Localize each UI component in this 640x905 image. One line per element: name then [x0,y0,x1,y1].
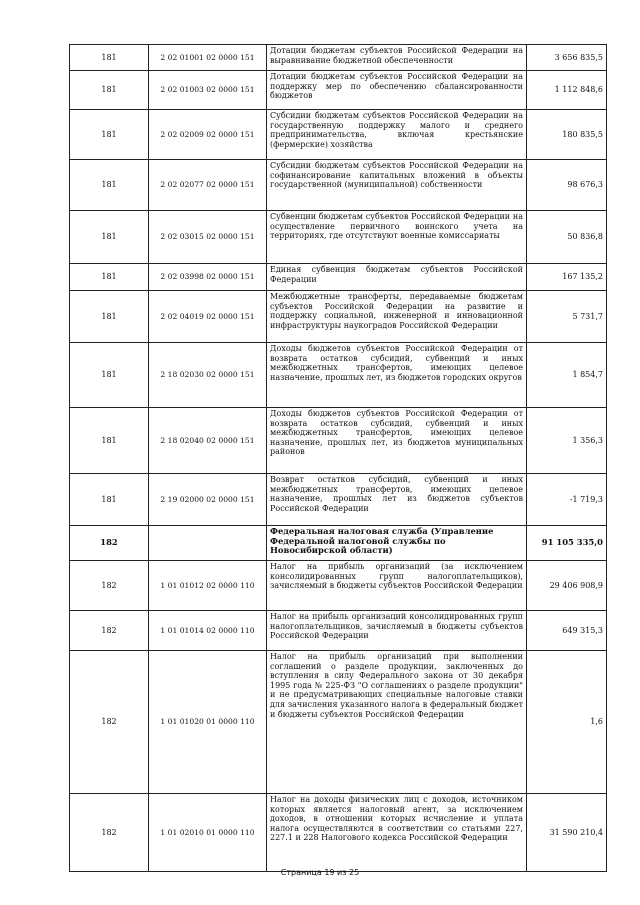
amount-cell: 31 590 210,4 [527,794,607,872]
table-row [70,160,607,211]
classification-code-cell: 2 02 03015 02 0000 151 [149,211,267,264]
classification-code-cell: 2 02 02077 02 0000 151 [149,160,267,211]
classification-code-cell: 2 02 01001 02 0000 151 [149,45,267,71]
classification-code-cell: 1 01 02010 01 0000 110 [149,794,267,872]
amount-cell: 1 356,3 [527,408,607,474]
classification-code-cell: 1 01 01012 02 0000 110 [149,561,267,611]
amount-cell: 50 836,8 [527,211,607,264]
description-cell: Субсидии бюджетам субъектов Российской Федерации на софинансирование капитальных вложений в объекты государственной (муниципальной) собственности [267,160,527,211]
admin-code-cell: 182 [70,526,149,561]
admin-code-cell: 181 [70,160,149,211]
description-cell: Единая субвенция бюджетам субъектов Российской Федерации [267,264,527,291]
classification-code-cell: 2 02 01003 02 0000 151 [149,71,267,110]
amount-cell: 180 835,5 [527,110,607,160]
classification-code-cell: 2 02 04019 02 0000 151 [149,291,267,343]
admin-code-cell: 181 [70,343,149,408]
table-row [70,264,607,291]
classification-code-cell: 1 01 01020 01 0000 110 [149,651,267,794]
amount-cell: 1,6 [527,651,607,794]
admin-code-cell: 181 [70,45,149,71]
description-cell: Налог на прибыль организаций (за исключением консолидированных групп налогоплательщиков), зачисляемый в бюджеты субъектов Российской Федерации [267,561,527,611]
description-cell: Доходы бюджетов субъектов Российской Федерации от возврата остатков субсидий, субвенций и иных межбюджетных трансфертов, имеющих целевое назначение, прошлых лет, из бюджетов городских округов [267,343,527,408]
description-cell: Возврат остатков субсидий, субвенций и иных межбюджетных трансфертов, имеющих целевое назначение, прошлых лет из бюджетов субъектов Российской Федерации [267,474,527,526]
description-cell: Налог на прибыль организаций консолидированных групп налогоплательщиков, зачисляемый в бюджеты субъектов Российской Федерации [267,611,527,651]
amount-cell: 649 315,3 [527,611,607,651]
description-cell: Субсидии бюджетам субъектов Российской Федерации на государственную поддержку малого и среднего предпринимательства, включая крестьянские (фермерские) хозяйства [267,110,527,160]
table-row [70,291,607,343]
description-cell: Дотации бюджетам субъектов Российской Федерации на выравнивание бюджетной обеспеченности [267,45,527,71]
description-cell: Доходы бюджетов субъектов Российской Федерации от возврата остатков субсидий, субвенций и иных межбюджетных трансфертов, имеющих целевое назначение, прошлых лет, из бюджетов муниципальных районов [267,408,527,474]
table-row [70,651,607,794]
admin-code-cell: 181 [70,71,149,110]
table-row [70,343,607,408]
admin-code-cell: 181 [70,211,149,264]
admin-code-cell: 182 [70,611,149,651]
amount-cell: 5 731,7 [527,291,607,343]
table-row [70,794,607,872]
classification-code-cell: 2 02 03998 02 0000 151 [149,264,267,291]
classification-code-cell: 2 02 02009 02 0000 151 [149,110,267,160]
admin-code-cell: 181 [70,264,149,291]
admin-code-cell: 181 [70,110,149,160]
description-cell: Налог на прибыль организаций при выполнении соглашений о разделе продукции, заключенных до вступления в силу Федерального закона от 30 декабря 1995 года № 225-ФЗ "О соглашениях о разделе продукции" и не предусматривающих специальные налоговые ставки для зачисления указанного налога в федеральный бюджет и бюджеты субъектов Российской Федерации [267,651,527,794]
classification-code-cell: 1 01 01014 02 0000 110 [149,611,267,651]
classification-code-cell: 2 19 02000 02 0000 151 [149,474,267,526]
admin-code-cell: 182 [70,651,149,794]
admin-code-cell: 181 [70,291,149,343]
budget-revenue-table [69,44,607,872]
amount-cell: 167 135,2 [527,264,607,291]
amount-cell: 1 854,7 [527,343,607,408]
description-cell: Дотации бюджетам субъектов Российской Федерации на поддержку мер по обеспечению сбалансированности бюджетов [267,71,527,110]
table-row [70,211,607,264]
table-row [70,474,607,526]
admin-code-cell: 181 [70,408,149,474]
description-cell: Налог на доходы физических лиц с доходов, источником которых является налоговый агент, за исключением доходов, в отношении которых исчисление и уплата налога осуществляются в соответствии со статьями 227, 227.1 и 228 Налогового кодекса Российской Федерации [267,794,527,872]
amount-cell: -1 719,3 [527,474,607,526]
table-body [70,45,607,872]
table-row [70,110,607,160]
description-cell: Межбюджетные трансферты, передаваемые бюджетам субъектов Российской Федерации на развитие и поддержку социальной, инженерной и инновационной инфраструктуры наукоградов Российской Федерации [267,291,527,343]
budget-revenue-table-container [69,44,606,872]
amount-cell: 1 112 848,6 [527,71,607,110]
description-cell: Субвенции бюджетам субъектов Российской Федерации на осуществление первичного воинского учета на территориях, где отсутствуют военные комиссариаты [267,211,527,264]
table-row [70,45,607,71]
table-row [70,71,607,110]
amount-cell: 98 676,3 [527,160,607,211]
description-cell: Федеральная налоговая служба (Управление Федеральной налоговой службы по Новосибирской области) [267,526,527,561]
classification-code-cell [149,526,267,561]
amount-cell: 29 406 908,9 [527,561,607,611]
table-row [70,561,607,611]
amount-cell: 3 656 835,5 [527,45,607,71]
table-row [70,611,607,651]
table-row [70,408,607,474]
admin-code-cell: 182 [70,561,149,611]
table-row-section-header [70,526,607,561]
classification-code-cell: 2 18 02030 02 0000 151 [149,343,267,408]
amount-cell: 91 105 335,0 [527,526,607,561]
classification-code-cell: 2 18 02040 02 0000 151 [149,408,267,474]
page-number: Страница 19 из 25 [280,868,360,877]
admin-code-cell: 181 [70,474,149,526]
admin-code-cell: 182 [70,794,149,872]
